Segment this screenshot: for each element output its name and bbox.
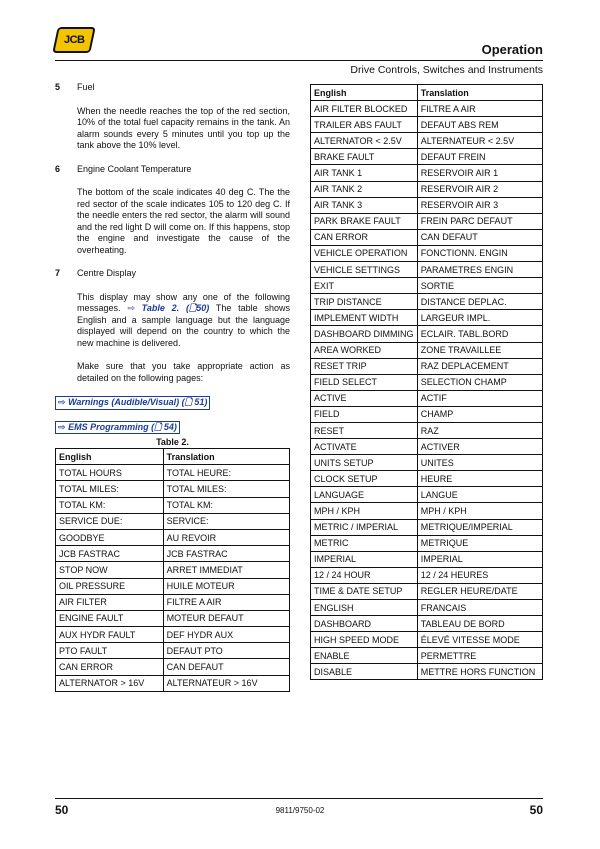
cell-english: AIR TANK 2 [311,181,418,197]
table-row [311,632,543,648]
arrow-right-icon: ⇨ [58,421,66,432]
cell-translation: SERVICE: [163,513,289,529]
cell-english: STOP NOW [56,562,164,578]
header-english: English [56,449,164,465]
table-row [56,594,290,610]
cell-english: TOTAL HOURS [56,465,164,481]
cell-english: BRAKE FAULT [311,149,418,165]
arrow-right-icon: ⇨ [58,397,66,407]
cell-translation: LANGUE [417,487,542,503]
footer-divider [55,798,543,799]
table-row [56,513,290,529]
cell-english: 12 / 24 HOUR [311,567,418,583]
cell-translation: RESERVOIR AIR 1 [417,165,542,181]
cell-english: UNITS SETUP [311,455,418,471]
table-row [311,583,543,599]
cell-english: METRIC [311,535,418,551]
table-row [311,616,543,632]
page-number-right: 50 [529,803,543,817]
table-row [56,481,290,497]
warnings-link[interactable]: ⇨ Warnings (Audible/Visual) (🗋 51) [55,396,210,410]
cell-english: MPH / KPH [311,503,418,519]
cell-english: IMPLEMENT WIDTH [311,310,418,326]
cell-english: TRAILER ABS FAULT [311,117,418,133]
header-divider [55,60,543,61]
cell-english: ENGINE FAULT [56,610,164,626]
cell-translation: ECLAIR. TABL.BORD [417,326,542,342]
table-row [311,245,543,261]
cell-english: AIR FILTER BLOCKED [311,101,418,117]
cell-translation: JCB FASTRAC [163,546,289,562]
table-row [311,439,543,455]
page-subtitle: Drive Controls, Switches and Instruments [350,64,543,76]
table-row [311,310,543,326]
cell-translation: RESERVOIR AIR 3 [417,197,542,213]
table-row [56,610,290,626]
link-text: EMS Programming [68,421,149,432]
page-title: Operation [481,42,543,57]
cell-translation: HEURE [417,471,542,487]
cell-translation: MPH / KPH [417,503,542,519]
cell-translation: SORTIE [417,278,542,294]
table-row [311,149,543,165]
page-icon: 🗋 [154,421,162,432]
cell-translation: METRIQUE [417,535,542,551]
cell-english: FIELD [311,406,418,422]
cell-english: RESET [311,422,418,438]
table-row [311,117,543,133]
link-ems-row [55,421,290,435]
table-row [56,659,290,675]
jcb-logo [52,27,96,53]
table-row [311,197,543,213]
table-row [311,374,543,390]
cell-english: ACTIVE [311,390,418,406]
header-translation: Translation [163,449,289,465]
arrow-right-icon: ⇨ [127,303,135,313]
link-page: 50 [196,303,207,313]
page-icon: 🗋 [188,303,197,313]
table-row [311,229,543,245]
cell-english: IMPERIAL [311,551,418,567]
table-row [311,567,543,583]
table-caption: Table 2. [156,437,189,447]
table-row [311,600,543,616]
cell-english: PTO FAULT [56,643,164,659]
instructions-column [55,82,290,434]
logo-text: JCB [63,34,85,46]
cell-translation: TOTAL HEURE: [163,465,289,481]
cell-english: ACTIVATE [311,439,418,455]
cell-english: LANGUAGE [311,487,418,503]
item-title: Centre Display [77,268,137,278]
table2-grid [55,448,290,692]
item-number: 7 [55,268,61,278]
table-row [56,546,290,562]
table-row [311,471,543,487]
table-row [311,535,543,551]
cell-english: DASHBOARD DIMMING [311,326,418,342]
cell-translation: CHAMP [417,406,542,422]
table-header-row [56,449,290,465]
cell-translation: RAZ DEPLACEMENT [417,358,542,374]
table-row [311,181,543,197]
cell-english: TOTAL MILES: [56,481,164,497]
cell-translation: UNITES [417,455,542,471]
cell-english: CAN ERROR [311,229,418,245]
cell-translation: CAN DEFAUT [163,659,289,675]
cell-translation: AU REVOIR [163,529,289,545]
cell-english: ENABLE [311,648,418,664]
cell-translation: METRIQUE/IMPERIAL [417,519,542,535]
cell-english: SERVICE DUE: [56,513,164,529]
table-row [311,664,543,680]
page-icon: 🗋 [184,397,192,407]
cell-english: RESET TRIP [311,358,418,374]
table-row [311,213,543,229]
link-text: Table 2. [141,303,180,313]
cell-english: GOODBYE [56,529,164,545]
cell-translation: PERMETTRE [417,648,542,664]
table-row [56,497,290,513]
item-coolant [55,164,290,176]
table-2 [55,437,290,692]
cell-english: TOTAL KM: [56,497,164,513]
cell-translation: FILTRE A AIR [417,101,542,117]
cell-english: DASHBOARD [311,616,418,632]
cell-english: DISABLE [311,664,418,680]
table-row [56,465,290,481]
cell-translation: DEF HYDR AUX [163,627,289,643]
cell-translation: CAN DEFAUT [417,229,542,245]
table-row [311,294,543,310]
cell-translation: PARAMETRES ENGIN [417,262,542,278]
cell-translation: METTRE HORS FUNCTION [417,664,542,680]
table-row [311,390,543,406]
table-row [311,406,543,422]
cell-translation: DEFAUT ABS REM [417,117,542,133]
item-fuel [55,82,290,94]
item-centre-display [55,268,290,280]
cell-translation: IMPERIAL [417,551,542,567]
cell-translation: ÉLEVÉ VITESSE MODE [417,632,542,648]
cell-translation: TABLEAU DE BORD [417,616,542,632]
cell-english: FIELD SELECT [311,374,418,390]
cell-english: JCB FASTRAC [56,546,164,562]
table-row [311,101,543,117]
cell-translation: TOTAL MILES: [163,481,289,497]
cell-english: ENGLISH [311,600,418,616]
cell-translation: ACTIF [417,390,542,406]
item-number: 5 [55,82,61,92]
item-paragraph: When the needle reaches the top of the red section, 10% of the total fuel capacity remains in the tank. An alarm sounds every 5 minutes until you top up the tank above the 10% level. [77,105,290,150]
cell-translation: DEFAUT PTO [163,643,289,659]
cell-translation: ALTERNATEUR < 2.5V [417,133,542,149]
table-row [311,358,543,374]
table-row [311,278,543,294]
table-row [311,342,543,358]
table-row [311,262,543,278]
cell-translation: 12 / 24 HEURES [417,567,542,583]
item-paragraph: Make sure that you take appropriate action as detailed on the following pages: [77,361,290,383]
cell-english: VEHICLE SETTINGS [311,262,418,278]
cell-english: EXIT [311,278,418,294]
paragraph-text: The table shows English and a sample language but the language displayed will depend on the country to which the new machine is delivered. [77,303,290,348]
table-row [311,487,543,503]
cell-translation: RESERVOIR AIR 2 [417,181,542,197]
page-number-left: 50 [55,803,69,817]
cell-translation: FILTRE A AIR [163,594,289,610]
link-warnings-row [55,396,290,410]
link-page: 54 [163,421,174,432]
table3-grid [310,84,543,680]
document-code: 9811/9750-02 [275,806,325,815]
table-row [56,643,290,659]
cell-english: ALTERNATOR > 16V [56,675,164,691]
table-header-row [311,85,543,101]
cell-translation: FREIN PARC DEFAUT [417,213,542,229]
table-row [311,326,543,342]
cell-english: ALTERNATOR < 2.5V [311,133,418,149]
cell-english: METRIC / IMPERIAL [311,519,418,535]
cell-translation: ZONE TRAVAILLEE [417,342,542,358]
cell-english: AIR FILTER [56,594,164,610]
table-row [56,627,290,643]
cell-translation: DISTANCE DEPLAC. [417,294,542,310]
cell-english: TRIP DISTANCE [311,294,418,310]
table2-link[interactable]: Table 2. (🗋50) [141,303,210,313]
cell-english: OIL PRESSURE [56,578,164,594]
item-number: 6 [55,163,61,174]
cell-english: VEHICLE OPERATION [311,245,418,261]
table-row [311,648,543,664]
cell-translation: FONCTIONN. ENGIN [417,245,542,261]
cell-translation: HUILE MOTEUR [163,578,289,594]
table-row [56,562,290,578]
cell-english: PARK BRAKE FAULT [311,213,418,229]
cell-translation: REGLER HEURE/DATE [417,583,542,599]
cell-translation: ARRET IMMEDIAT [163,562,289,578]
cell-english: TIME & DATE SETUP [311,583,418,599]
header-english: English [311,85,418,101]
cell-translation: MOTEUR DEFAUT [163,610,289,626]
table-row [311,165,543,181]
table-row [311,422,543,438]
item-title: Fuel [77,82,95,92]
table-row [311,519,543,535]
cell-english: AREA WORKED [311,342,418,358]
cell-translation: TOTAL KM: [163,497,289,513]
cell-translation: FRANCAIS [417,600,542,616]
item-paragraph: The bottom of the scale indicates 40 deg C. The the red sector of the scale indicates 105 to 120 deg C. If the needle enters the red sector, the alarm will sound and the red light D will come on. If this happens, stop the engine and investigate the cause of the overheating. [77,187,290,255]
cell-english: AIR TANK 1 [311,165,418,181]
table-row [56,578,290,594]
table-row [311,503,543,519]
cell-translation: ACTIVER [417,439,542,455]
cell-english: AIR TANK 3 [311,197,418,213]
item-title: Engine Coolant Temperature [77,163,192,174]
cell-translation: SELECTION CHAMP [417,374,542,390]
paragraph-text: This display may show any one of the following messages. [77,291,290,313]
table-row [56,675,290,691]
cell-translation: ALTERNATEUR > 16V [163,675,289,691]
cell-translation: RAZ [417,422,542,438]
cell-translation: DEFAUT FREIN [417,149,542,165]
table-row [56,529,290,545]
table-row [311,455,543,471]
ems-programming-link[interactable]: ⇨ EMS Programming (🗋 54) [55,421,180,435]
cell-english: HIGH SPEED MODE [311,632,418,648]
header-translation: Translation [417,85,542,101]
table-continued [310,84,543,680]
cell-english: CAN ERROR [56,659,164,675]
table-row [311,551,543,567]
cell-translation: LARGEUR IMPL. [417,310,542,326]
link-text: Warnings (Audible/Visual) [68,397,180,407]
cell-english: AUX HYDR FAULT [56,627,164,643]
item-paragraph [77,292,290,350]
table-row [311,133,543,149]
link-page: 51 [194,397,205,407]
cell-english: CLOCK SETUP [311,471,418,487]
